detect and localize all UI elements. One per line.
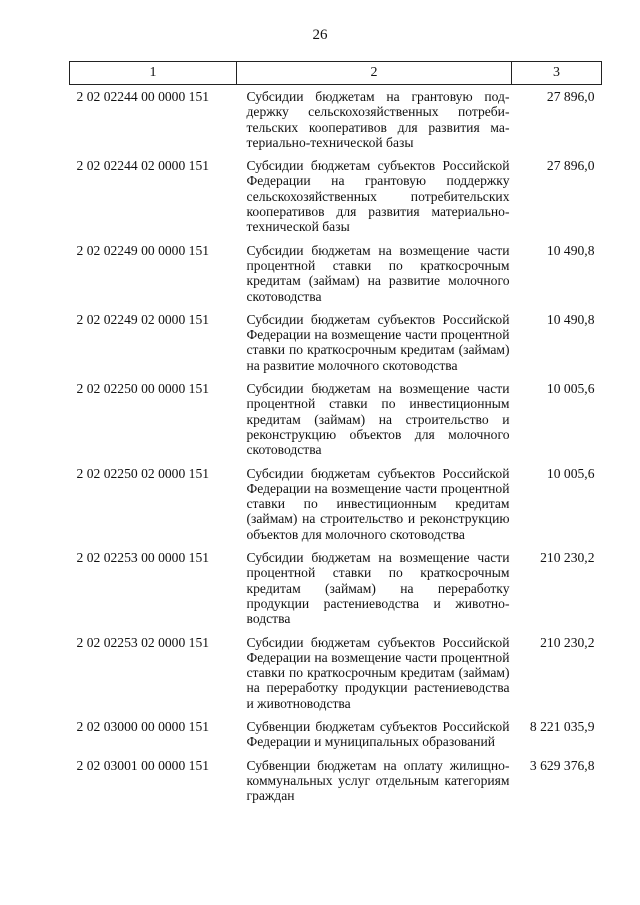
table-row — [70, 631, 602, 715]
amount: 27 896,0 — [546, 158, 595, 174]
amount: 27 896,0 — [546, 89, 595, 104]
classification-code: 2 02 02249 02 0000 151 — [76, 311, 210, 327]
classification-code: 2 02 02250 00 0000 151 — [76, 381, 210, 397]
table-row — [70, 715, 602, 754]
amount: 10 490,8 — [546, 311, 595, 327]
table-body — [70, 85, 602, 808]
table-row — [70, 154, 602, 238]
table-row — [70, 239, 602, 308]
amount: 10 490,8 — [546, 242, 595, 258]
amount: 8 221 035,9 — [529, 718, 595, 734]
budget-revenue-table — [69, 61, 602, 807]
amount: 210 230,2 — [540, 634, 595, 650]
classification-code: 2 02 02244 00 0000 151 — [76, 89, 210, 104]
amount: 210 230,2 — [540, 550, 595, 566]
header-row — [70, 62, 602, 85]
revenue-name: Субвенции бюджетам субъектов Российской Федерации и муниципальных образований — [246, 718, 510, 750]
header-col-2: 2 — [237, 62, 512, 85]
revenue-name: Субсидии бюджетам на возмещение части процентной ставки по инвестиционным кредитам (займам) на строительство и реконструкцию объектов для молочного скотоводства — [246, 381, 510, 458]
classification-code: 2 02 02250 02 0000 151 — [76, 465, 210, 481]
table-row — [70, 308, 602, 377]
revenue-name: Субсидии бюджетам субъектов Российской Федерации на возмещение части процентной ставки по краткосрочным кредитам (займам) на переработку продукции растениеводства и животноводства — [246, 634, 510, 711]
amount: 3 629 376,8 — [529, 757, 595, 773]
table-header — [70, 62, 602, 85]
revenue-name: Субсидии бюджетам на возмещение части процентной ставки по краткосрочным кредитам (займам) на переработку продукции растениеводства и животноводства — [246, 550, 510, 627]
table-row — [70, 377, 602, 461]
revenue-name: Субсидии бюджетам субъектов Российской Федерации на грантовую поддержку сельскохозяйственных потребительских кооперативов для развития материально-технической базы — [246, 158, 510, 235]
classification-code: 2 02 02249 00 0000 151 — [76, 242, 210, 258]
revenue-name: Субсидии бюджетам на грантовую поддержку сельскохозяйственных потребительских кооперативов для развития материально-технической базы — [246, 89, 510, 150]
classification-code: 2 02 02253 02 0000 151 — [76, 634, 210, 650]
amount: 10 005,6 — [546, 465, 595, 481]
amount: 10 005,6 — [546, 381, 595, 397]
table-row — [70, 546, 602, 630]
page-number: 26 — [312, 27, 328, 43]
classification-code: 2 02 02244 02 0000 151 — [76, 158, 210, 174]
header-col-3: 3 — [512, 62, 602, 85]
revenue-name: Субсидии бюджетам на возмещение части процентной ставки по краткосрочным кредитам (займам) на развитие молочного скотоводства — [246, 242, 510, 304]
classification-code: 2 02 03000 00 0000 151 — [76, 718, 210, 734]
revenue-name: Субсидии бюджетам субъектов Российской Федерации на возмещение части процентной ставки по инвестиционным кредитам (займам) на строительство и реконструкцию объектов для молочного скотоводства — [246, 465, 510, 542]
header-col-1: 1 — [70, 62, 237, 85]
table-row — [70, 85, 602, 155]
classification-code: 2 02 02253 00 0000 151 — [76, 550, 210, 566]
revenue-name: Субсидии бюджетам субъектов Российской Федерации на возмещение части процентной ставки по краткосрочным кредитам (займам) на развитие молочного скотоводства — [246, 311, 510, 373]
table-row — [70, 462, 602, 546]
classification-code: 2 02 03001 00 0000 151 — [76, 757, 210, 773]
revenue-name: Субвенции бюджетам на оплату жилищно-коммунальных услуг отдельным категориям граждан — [246, 757, 510, 804]
table-row — [70, 754, 602, 808]
